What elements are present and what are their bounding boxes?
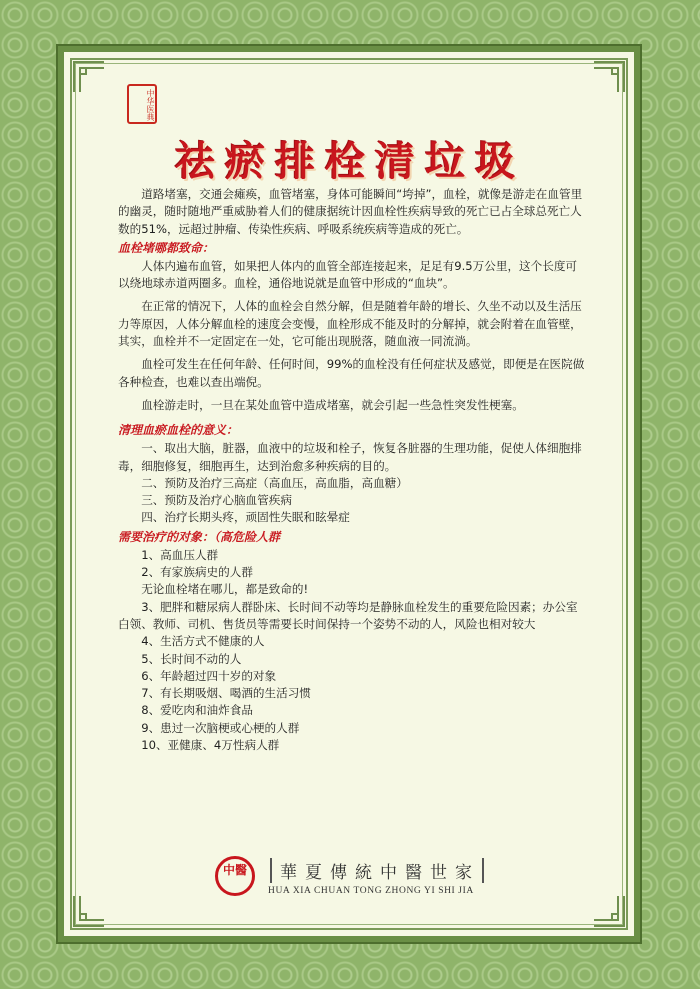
list-item: 三、预防及治疗心脑血管疾病 [141,493,292,508]
list-item: 9、患过一次脑梗或心梗的人群 [141,720,300,735]
corner-ornament-top-left [72,60,106,94]
corner-ornament-bottom-left [72,894,106,928]
list-item: 8、爱吃肉和油炸食品 [141,703,253,718]
brand-logo: 中醫 [215,856,255,896]
list-item: 6、年龄超过四十岁的对象 [141,668,277,683]
list-item: 3、肥胖和糖尿病人群卧床、长时间不动等均是静脉血栓发生的重要危险因素；办公室白领、教师、司机、售货员等需要长时间保持一个姿势不动的人，风险也相对较大 [118,599,578,631]
list-item: 2、有家族病史的人群 [141,565,253,580]
corner-ornament-top-right [592,60,626,94]
body-paragraph: 人体内遍布血管，如果把人体内的血管全部连接起来，足足有9.5万公里，这个长度可以绕地球赤道两圈多。血栓，通俗地说就是血管中形成的“血块”。 [118,258,578,291]
section-heading-significance: 清理血瘀血栓的意义： [118,423,239,438]
body-paragraph: 血栓游走时，一旦在某处血管中造成堵塞，就会引起一些急性突发性梗塞。 [141,397,524,412]
section-heading-danger: 血栓堵哪都致命： [118,240,215,255]
list-item: 四、治疗长期头疼，顽固性失眠和眩晕症 [141,510,350,525]
list-item: 一、取出大脑，脏器，血液中的垃圾和栓子，恢复各脏器的生理功能，促使人体细胞排毒，细胞修复，细胞再生，达到治愈多种疾病的目的。 [118,441,582,473]
list-item: 4、生活方式不健康的人 [141,634,265,649]
footer-brand [215,856,515,906]
intro-paragraph: 道路堵塞，交通会瘫痪，血管堵塞，身体可能瞬间“垮掉”，血栓，就像是游走在血管里的幽灵，随时随地严重威胁着人们的健康据统计因血栓性疾病导致的死亡已占全球总死亡人数的51%，远超过肿瘤、传染性疾病、呼吸系统疾病等造成的死亡。 [118,187,583,236]
poster-body [118,186,588,754]
brand-name-pinyin: HUA XIA CHUAN TONG ZHONG YI SHI JIA [268,886,474,896]
poster-title: 祛瘀排栓清垃圾 [175,138,525,185]
section-heading-target-groups: 需要治疗的对象：（高危险人群 [118,529,281,544]
corner-ornament-bottom-right [592,894,626,928]
brand-name-chinese: 華夏傳統中醫世家 [270,858,484,883]
list-item: 10、亚健康、4万性病人群 [141,738,280,753]
list-item: 二、预防及治疗三高症（高血压，高血脂，高血糖） [141,475,408,490]
list-item: 无论血栓堵在哪儿，都是致命的! [141,582,309,597]
red-seal-stamp: 中华医典 [127,84,157,124]
body-paragraph: 血栓可发生在任何年龄、任何时间，99%的血栓没有任何症状及感觉，即便是在医院做各种检查，也难以查出端倪。 [118,357,585,389]
list-item: 1、高血压人群 [141,547,219,562]
list-item: 5、长时间不动的人 [141,651,242,666]
body-paragraph: 在正常的情况下，人体的血栓会自然分解，但是随着年龄的增长、久坐不动以及生活压力等原因，人体分解血栓的速度会变慢，血栓形成不能及时的分解掉，就会附着在血管壁，其实，血栓并不一定固定在一处，它可能出现脱落，随血液一同流淌。 [118,299,582,349]
list-item: 7、有长期吸烟、喝酒的生活习惯 [141,686,311,701]
